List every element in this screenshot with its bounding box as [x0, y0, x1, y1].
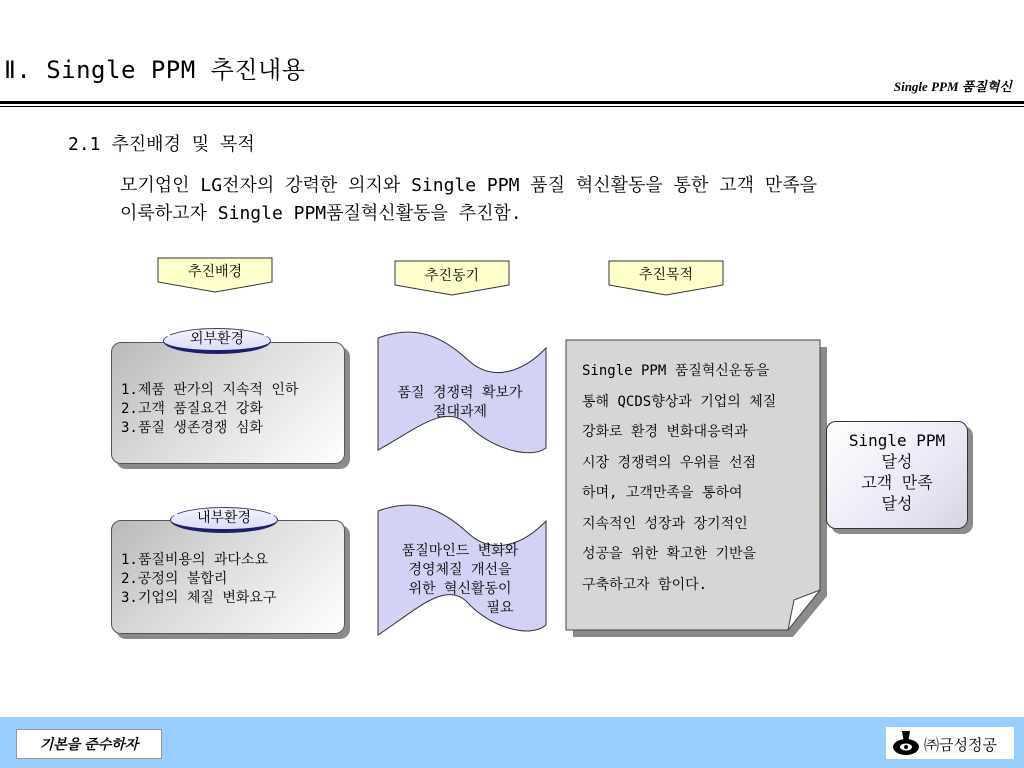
motive-bottom-text: 품질마인드 변화와 경영체질 개선을 위한 혁신활동이 필요 [401, 543, 519, 616]
external-env-badge: 외부환경 [163, 328, 271, 354]
header-purpose-label: 추진목적 [638, 267, 694, 283]
purpose-text: Single PPM 품질혁신운동을 통해 QCDS향상과 기업의 체질 강화로 환경 변화대응력과 시장 경쟁력의 우위를 선점 하며, 고객만족을 통하여 지속적인 성장과 장기적인 성공을 위한 확고한 기반을 구축하고자 함이다. [582, 363, 777, 593]
header-motive-label: 추진동기 [424, 268, 480, 284]
header-background-label: 추진배경 [187, 264, 243, 280]
header-rule-thin [0, 106, 1024, 107]
intro-text [120, 172, 817, 228]
internal-env-list [121, 551, 276, 608]
goal-text: Single PPM 달성 고객 만족 달성 [848, 431, 946, 513]
external-env-list [121, 381, 298, 438]
footer-company-box [886, 727, 1014, 759]
page-title: Ⅱ. Single PPM 추진내용 [4, 56, 306, 84]
footer-motto: 기본을 준수하자 [39, 736, 139, 752]
footer-company-name: ㈜금성정공 [924, 737, 997, 754]
intro-line-1: 모기업인 LG전자의 강력한 의지와 Single PPM 품질 혁신활동을 통한 고객 만족을 [120, 175, 818, 196]
list-item: 3.품질 생존경쟁 심화 [121, 420, 263, 436]
intro-line-2: 이룩하고자 Single PPM품질혁신활동을 추진함. [120, 203, 522, 224]
list-item: 3.기업의 체질 변화요구 [121, 590, 277, 606]
list-item: 2.고객 품질요건 강화 [121, 401, 263, 417]
goal-box [826, 421, 968, 529]
header-rule-thick [0, 101, 1024, 104]
section-heading: 2.1 추진배경 및 목적 [68, 134, 255, 155]
list-item: 1.품질비용의 과다소요 [121, 552, 269, 568]
motive-top-text: 품질 경쟁력 확보가 절대과제 [397, 385, 523, 420]
footer-motto-box [16, 729, 162, 759]
company-logo-icon [890, 730, 922, 756]
list-item: 2.공정의 불합리 [121, 571, 228, 587]
list-item: 1.제품 판가의 지속적 인하 [121, 382, 299, 398]
brand-caption: Single PPM 품질혁신 [893, 79, 1012, 94]
internal-env-badge: 내부환경 [170, 507, 278, 533]
